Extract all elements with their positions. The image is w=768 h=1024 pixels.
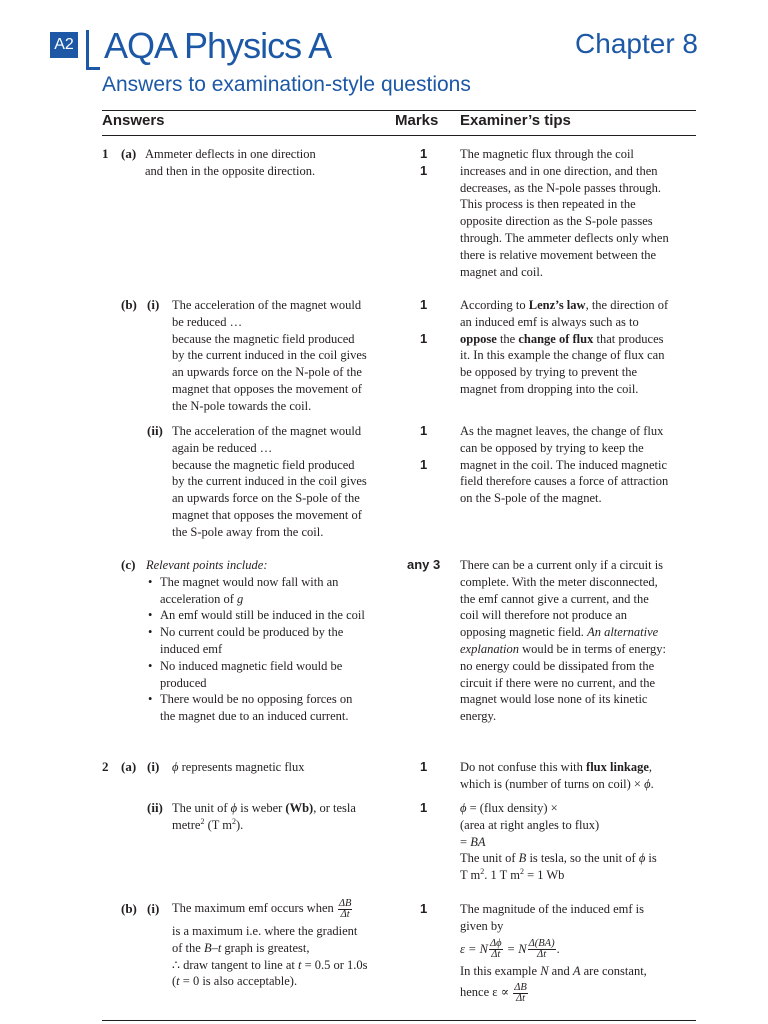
column-header-rule <box>102 135 696 136</box>
subpart-label: (i) <box>147 759 160 774</box>
fraction: $\frac{\Delta B}{\Delta t}$ <box>514 982 527 1005</box>
subpart-label: (ii) <box>147 423 163 438</box>
part-label: (a) <box>121 759 137 774</box>
footer-rule <box>102 1020 696 1021</box>
question-number: 2 <box>102 759 109 774</box>
examiner-tip: There can be a current only if a circuit is complete. With the meter disconnected, the emf cannot give a current, and the coil will therefore not produce an opposing magnetic field. An alternative explanation would be in terms of energy: no energy could be dissipated from the circuit if there were no current, and the magnet would lose none of its kinetic energy. <box>460 558 666 724</box>
part-label: (b) <box>121 297 137 312</box>
marks: 1 <box>420 800 428 815</box>
answer-text: Relevant points include: • The magnet would now fall with an acceleration of g • An emf would still be induced in the coil • No current could be produced by the induced emf • No induced magnetic field would be produced • There would be no opposing forces on the magnet due to an induced current. <box>146 557 365 725</box>
subpart-label: (ii) <box>147 800 163 815</box>
marks: 1 <box>420 423 428 438</box>
list-item: • There would be no opposing forces on the magnet due to an induced current. <box>146 691 365 725</box>
list-item: • The magnet would now fall with an acceleration of g <box>146 574 365 608</box>
answer-text: Ammeter deflects in one direction and then in the opposite direction. <box>145 147 316 178</box>
fraction: $\frac{\Delta\phi}{\Delta t}$ <box>489 938 502 961</box>
marks: 1 <box>420 457 428 472</box>
subpart-label: (i) <box>147 297 160 312</box>
answer-text: ϕ represents magnetic flux <box>172 760 305 774</box>
examiner-tip: ϕ = (flux density) × (area at right angles to flux) = BA The unit of B is tesla, so the unit of ϕ is T $m^2$. 1 T $m^2 = 1$ Wb <box>460 801 657 883</box>
column-header-tips: Examiner’s tips <box>460 112 571 129</box>
list-item: • No induced magnetic field would be produced <box>146 658 365 692</box>
fraction: $\frac{\Delta(BA)}{\Delta t}$ <box>528 938 555 961</box>
chapter-title: Chapter 8 <box>575 28 698 59</box>
examiner-tip: The magnetic flux through the coil increases and in one direction, and then decreases, as the N-pole passes through. This process is then repeated in the opposite direction as the S-pole passes through. The ammeter deflects only when there is relative movement between the magnet and coil. <box>460 147 669 279</box>
list-item: • An emf would still be induced in the coil <box>146 607 365 624</box>
logo-rule <box>86 30 89 70</box>
part-label: (a) <box>121 146 137 161</box>
level-badge: A2 <box>50 32 78 58</box>
marks: 1 <box>420 297 428 312</box>
header-rule <box>102 110 696 111</box>
answer-text: The unit of ϕ is weber (Wb), or tesla metre$^2$ (T $m^2$). <box>172 801 356 832</box>
marks: 1 1 <box>420 146 428 178</box>
marks: 1 <box>420 759 428 774</box>
publisher-logo: AQA Physics A <box>104 25 332 66</box>
examiner-tip: The magnitude of the induced emf is given by ε = N $\frac{\Delta\phi}{\Delta t}$ = N $\frac{\Delta(BA)}{\Delta t}$ . In this example N and A are constant, hence ε ∝ $\frac{\Delta B}{\Delta t}$ <box>460 902 647 1005</box>
fraction: $\frac{\Delta B}{\Delta t}$ <box>338 897 352 920</box>
examiner-tip: Do not confuse this with flux linkage, which is (number of turns on coil) × ϕ. <box>460 760 654 791</box>
examiner-tip: According to Lenz’s law, the direction of an induced emf is always such as to oppose the change of flux that produces it. In this example the change of flux can be opposed by trying to prevent the magnet from dropping into the coil. <box>460 298 669 396</box>
page-title: Answers to examination-style questions <box>102 73 471 96</box>
answer-text: The acceleration of the magnet would again be reduced … because the magnetic field produced by the current induced in the coil gives an upwards force on the S-pole of the magnet that opposes the movement of the S-pole away from the coil. <box>172 424 367 539</box>
question-number: 1 <box>102 146 109 161</box>
column-header-answers: Answers <box>102 112 165 129</box>
list-item: • No current could be produced by the induced emf <box>146 624 365 658</box>
examiner-tip: As the magnet leaves, the change of flux can be opposed by trying to keep the magnet in the coil. The induced magnetic field therefore causes a force of attraction on the S-pole of the magnet. <box>460 424 669 506</box>
part-label: (c) <box>121 557 136 572</box>
marks: 1 <box>420 331 428 346</box>
subpart-label: (i) <box>147 901 160 916</box>
marks: any 3 <box>407 557 441 572</box>
column-header-marks: Marks <box>395 112 439 129</box>
answer-text: The acceleration of the magnet would be reduced … because the magnetic field produced by the current induced in the coil gives an upwards force on the N-pole of the magnet that opposes the movement of the N-pole towards the coil. <box>172 298 367 413</box>
answer-text: The maximum emf occurs when $\frac{\Delta B}{\Delta t}$ is a maximum i.e. where the gradient of the B–t graph is greatest, ∴ draw tangent to line at t = 0.5 or 1.0s (t = 0 is also acceptable). <box>172 897 368 989</box>
logo-rule <box>86 67 100 70</box>
part-label: (b) <box>121 901 137 916</box>
marks: 1 <box>420 901 428 916</box>
